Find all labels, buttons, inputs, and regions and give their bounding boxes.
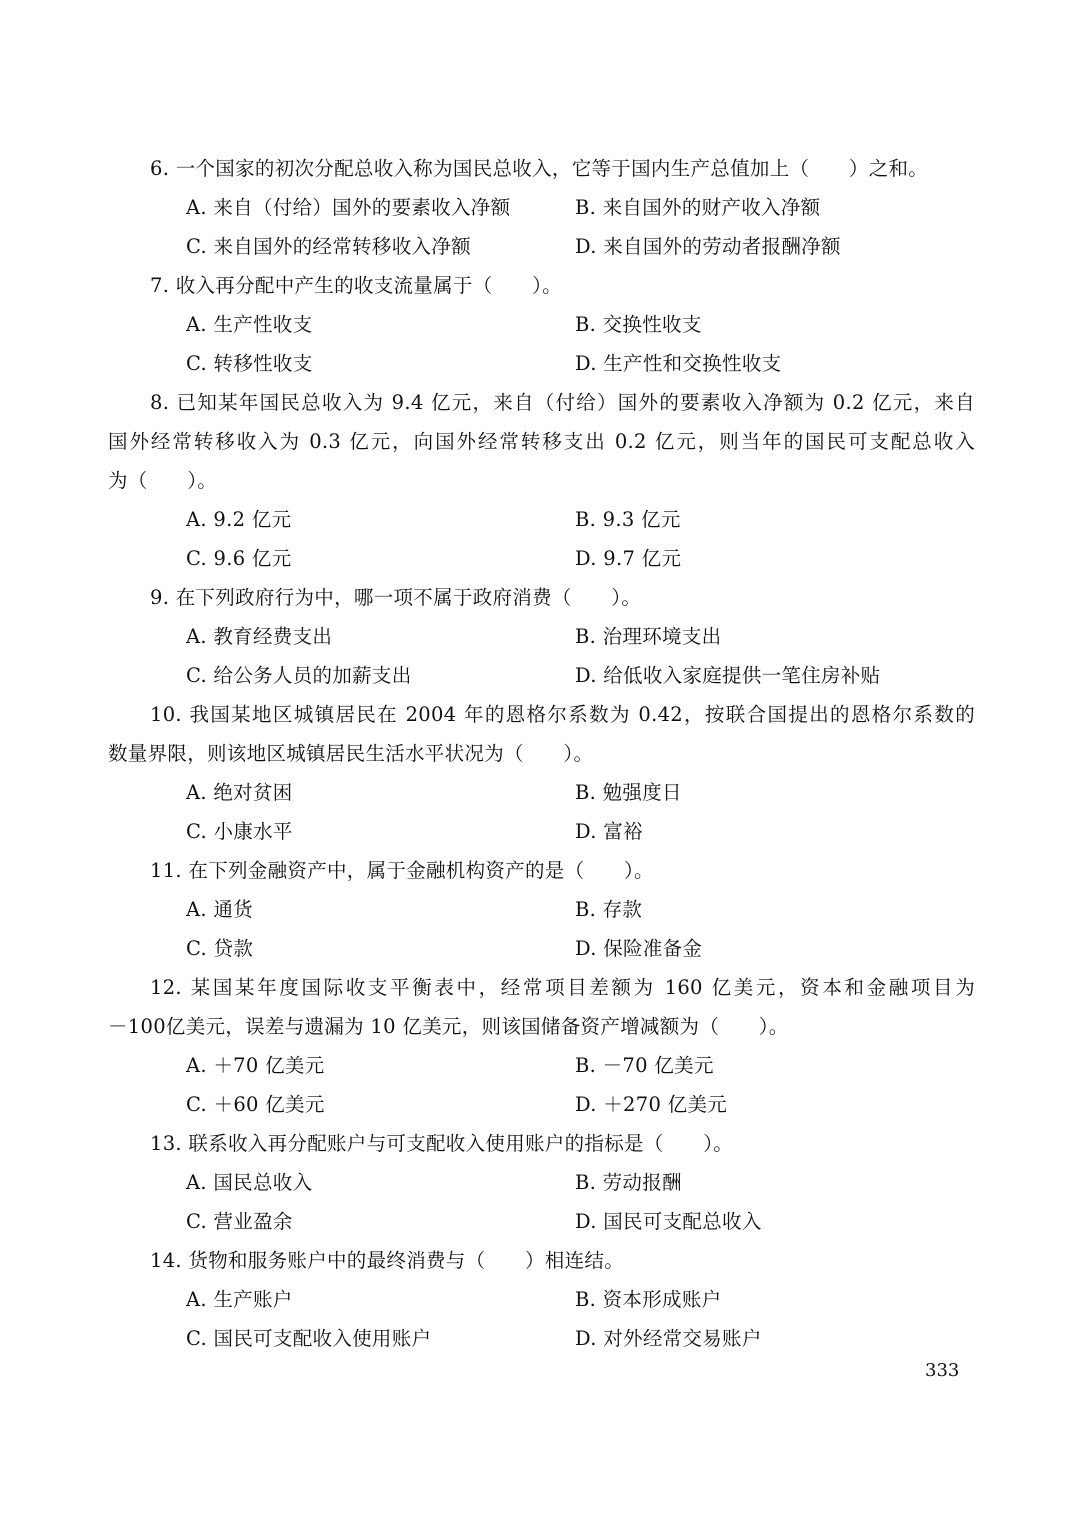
question-10-stem-line-2: 数量界限，则该地区城镇居民生活水平状况为（ ）。 (108, 742, 594, 765)
question-7-option-b: B. 交换性收支 (575, 313, 702, 336)
question-11-option-d: D. 保险准备金 (575, 937, 703, 960)
question-13-stem: 13. 联系收入再分配账户与可支配收入使用账户的指标是（ ）。 (150, 1132, 734, 1155)
question-8-stem-line-1: 8. 已知某年国民总收入为 9.4 亿元，来自（付给）国外的要素收入净额为 0.2 亿元，来自 (150, 391, 975, 414)
question-13-option-c: C. 营业盈余 (186, 1210, 293, 1233)
question-14-option-d: D. 对外经常交易账户 (575, 1327, 762, 1350)
question-7-stem: 7. 收入再分配中产生的收支流量属于（ ）。 (150, 274, 562, 297)
question-7-option-c: C. 转移性收支 (186, 352, 313, 375)
question-12-option-b: B. －70 亿美元 (575, 1054, 714, 1077)
question-8-stem-line-3: 为（ ）。 (108, 469, 218, 492)
question-9-option-a: A. 教育经费支出 (186, 625, 333, 648)
question-7-option-a: A. 生产性收支 (186, 313, 313, 336)
question-10-option-b: B. 勉强度日 (575, 781, 682, 804)
question-14-option-c: C. 国民可支配收入使用账户 (186, 1327, 432, 1350)
question-6-option-d: D. 来自国外的劳动者报酬净额 (575, 235, 841, 258)
question-8-stem-line-2: 国外经常转移收入为 0.3 亿元，向国外经常转移支出 0.2 亿元，则当年的国民可支配总收入 (108, 430, 975, 453)
question-8-option-d: D. 9.7 亿元 (575, 547, 682, 570)
question-14-stem: 14. 货物和服务账户中的最终消费与（ ）相连结。 (150, 1249, 625, 1272)
question-8-option-a: A. 9.2 亿元 (186, 508, 292, 531)
question-10-option-a: A. 绝对贫困 (186, 781, 293, 804)
question-9-stem: 9. 在下列政府行为中，哪一项不属于政府消费（ ）。 (150, 586, 642, 609)
question-11-option-c: C. 贷款 (186, 937, 254, 960)
question-13-option-a: A. 国民总收入 (186, 1171, 313, 1194)
question-6-option-b: B. 来自国外的财产收入净额 (575, 196, 821, 219)
question-6-option-a: A. 来自（付给）国外的要素收入净额 (186, 196, 511, 219)
question-11-option-a: A. 通货 (186, 898, 253, 921)
question-14-option-a: A. 生产账户 (186, 1288, 293, 1311)
page-number: 333 (925, 1360, 960, 1381)
question-8-option-c: C. 9.6 亿元 (186, 547, 292, 570)
question-12-option-d: D. ＋270 亿美元 (575, 1093, 728, 1116)
question-13-option-b: B. 劳动报酬 (575, 1171, 682, 1194)
question-14-option-b: B. 资本形成账户 (575, 1288, 722, 1311)
question-12-stem-line-2: －100亿美元，误差与遗漏为 10 亿美元，则该国储备资产增减额为（ ）。 (108, 1015, 789, 1038)
question-7-option-d: D. 生产性和交换性收支 (575, 352, 782, 375)
question-10-option-d: D. 富裕 (575, 820, 643, 843)
question-9-option-d: D. 给低收入家庭提供一笔住房补贴 (575, 664, 881, 687)
question-10-option-c: C. 小康水平 (186, 820, 293, 843)
question-13-option-d: D. 国民可支配总收入 (575, 1210, 762, 1233)
question-9-option-b: B. 治理环境支出 (575, 625, 722, 648)
question-8-option-b: B. 9.3 亿元 (575, 508, 681, 531)
question-6-stem: 6. 一个国家的初次分配总收入称为国民总收入，它等于国内生产总值加上（ ）之和。 (150, 157, 929, 180)
question-6-option-c: C. 来自国外的经常转移收入净额 (186, 235, 471, 258)
question-12-stem-line-1: 12. 某国某年度国际收支平衡表中，经常项目差额为 160 亿美元，资本和金融项目为 (150, 976, 975, 999)
question-11-stem: 11. 在下列金融资产中，属于金融机构资产的是（ ）。 (150, 859, 654, 882)
question-9-option-c: C. 给公务人员的加薪支出 (186, 664, 412, 687)
question-12-option-c: C. ＋60 亿美元 (186, 1093, 325, 1116)
question-10-stem-line-1: 10. 我国某地区城镇居民在 2004 年的恩格尔系数为 0.42，按联合国提出的恩格尔系数的 (150, 703, 975, 726)
question-11-option-b: B. 存款 (575, 898, 643, 921)
question-12-option-a: A. ＋70 亿美元 (186, 1054, 325, 1077)
